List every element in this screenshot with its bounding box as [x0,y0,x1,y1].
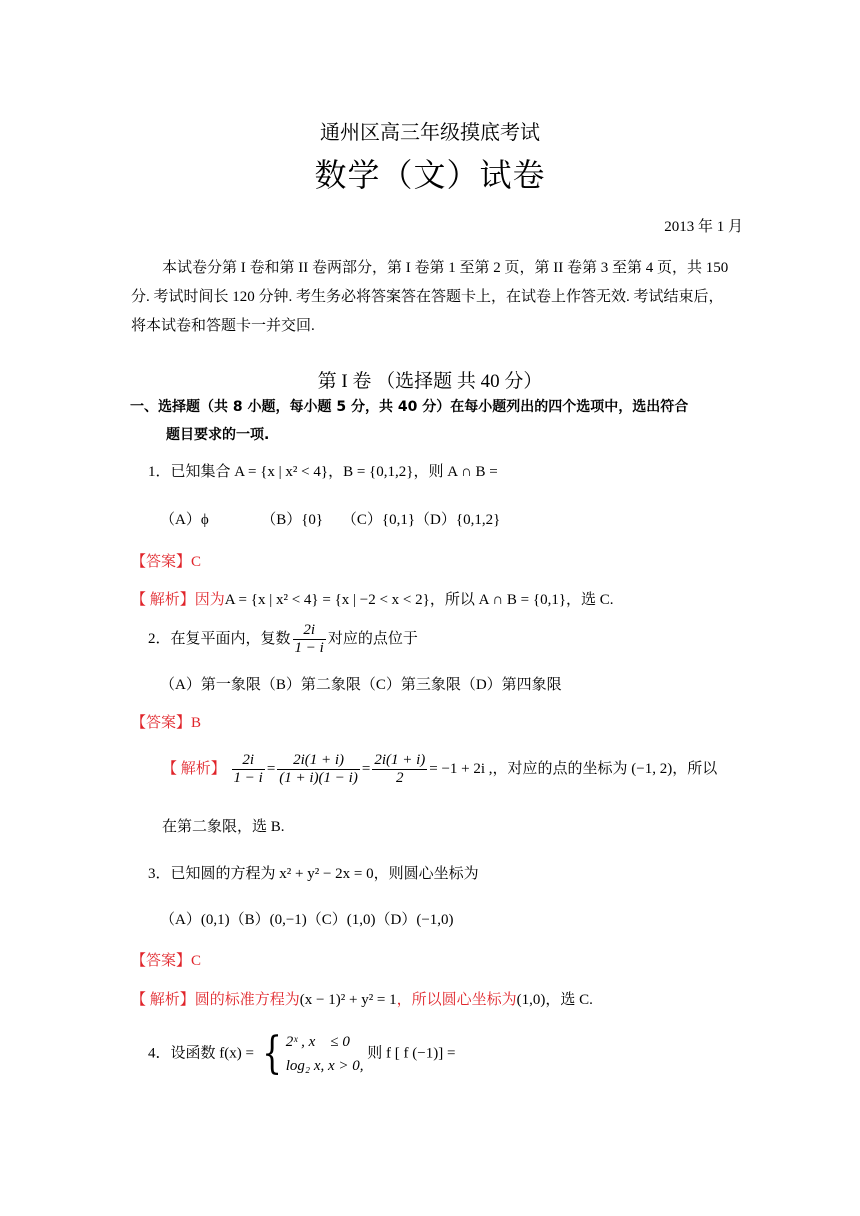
q4-cases [286,1030,364,1078]
q2-analysis-frac-2 [277,752,360,788]
q3-analysis [131,988,593,1009]
q3-stem: 3．已知圆的方程为 x² + y² − 2x = 0，则圆心坐标为 [148,866,479,882]
intro-line-1: 本试卷分第 I 卷和第 II 卷两部分，第 I 卷第 1 至第 2 页，第 II 卷第 3 至第 4 页，共 150 [162,260,729,276]
q1-analysis-tag: 【 解析】 [131,592,195,608]
brace-icon: { [261,1028,282,1079]
q3-analysis-end: (1,0)，选 C. [516,992,593,1008]
q2-analysis-frac-1 [232,752,265,788]
q3-analysis-eq: (x − 1)² + y² = 1 [299,992,397,1008]
q4-piecewise [258,1030,364,1078]
q4-case-1: 2ˣ , x ≤ 0 [285,1034,350,1050]
q4-stem-prefix: 4．设函数 f(x) = [148,1045,254,1062]
q2-stem [148,622,418,658]
q1-options: （A）ϕ （B）{0} （C）{0,1}（D）{0,1,2} [160,512,501,528]
q1-analysis-text: A = {x | x² < 4} = {x | −2 < x < 2}，所以 A ∩ B = {0,1}，选 C. [224,592,614,608]
q1-stem: 1．已知集合 A = {x | x² < 4}，B = {0,1,2}，则 A ∩ B = [148,464,498,480]
frac-numerator: 2i [232,752,265,770]
q2-fraction [293,622,326,658]
q1-analysis [131,588,614,609]
q4-stem-suffix: 则 f [ f (−1)] = [367,1045,456,1062]
q1-analysis-red: 因为 [194,592,225,608]
q2-analysis: 【 解析】 $\frac{2i}{1 - i}$ = $\frac{2i(1 + i)}{(1 + i)(1 - i)}$ = $\frac{2i(1 + i)}{2}$ = −1 + 2i ,，对应的点的坐标为 (−1, 2)，所以 [162,752,718,787]
q3-analysis-red: 圆的标准方程为 [194,992,300,1008]
q4-case-2: log₂ x, x > 0, [285,1058,364,1074]
exam-title: 通州区高三年级摸底考试 [320,122,540,144]
q2-analysis-frac-3 [372,752,427,788]
intro-line-3: 将本试卷和答题卡一并交回. [131,318,315,334]
intro-line-2: 分. 考试时间长 120 分钟. 考生务必将答案答在答题卡上，在试卷上作答无效. 考试结束后， [131,289,724,305]
q2-frac-den: 1 − i [294,640,324,657]
q2-stem-prefix: 2．在复平面内，复数 [148,631,291,648]
q2-analysis-line-2: 在第二象限，选 B. [162,819,285,835]
q2-analysis-tag: 【 解析】 [162,761,226,778]
frac-denominator: 1 − i [233,770,263,787]
section-instructions-1: 一、选择题（共 8 小题，每小题 5 分，共 40 分）在每小题列出的四个选项中，选出符合 [130,399,689,415]
q4-stem [148,1030,455,1078]
frac-numerator: 2i(1 + i) [372,752,427,770]
q3-analysis-red-2: ，所以圆心坐标为 [396,992,517,1008]
paper-title: 数学（文）试卷 [314,157,546,193]
q3-options: （A）(0,1)（B）(0,−1)（C）(1,0)（D）(−1,0) [160,912,454,928]
exam-date: 2013 年 1 月 [664,219,743,235]
frac-numerator: 2i(1 + i) [277,752,360,770]
q2-frac-num: 2i [293,622,326,640]
q1-answer: 【答案】C [131,554,202,570]
frac-denominator: (1 + i)(1 − i) [279,770,358,787]
q2-stem-suffix: 对应的点位于 [327,631,418,648]
frac-denominator: 2 [396,770,404,787]
q2-analysis-tail: = −1 + 2i ,，对应的点的坐标为 (−1, 2)，所以 [429,761,718,778]
section-instructions-2: 题目要求的一项. [166,427,270,443]
q3-analysis-tag: 【 解析】 [131,992,195,1008]
q2-answer: 【答案】B [131,715,202,731]
q3-answer: 【答案】C [131,953,202,969]
section-heading: 第 I 卷 （选择题 共 40 分） [317,371,543,392]
q2-options: （A）第一象限（B）第二象限（C）第三象限（D）第四象限 [160,677,562,693]
